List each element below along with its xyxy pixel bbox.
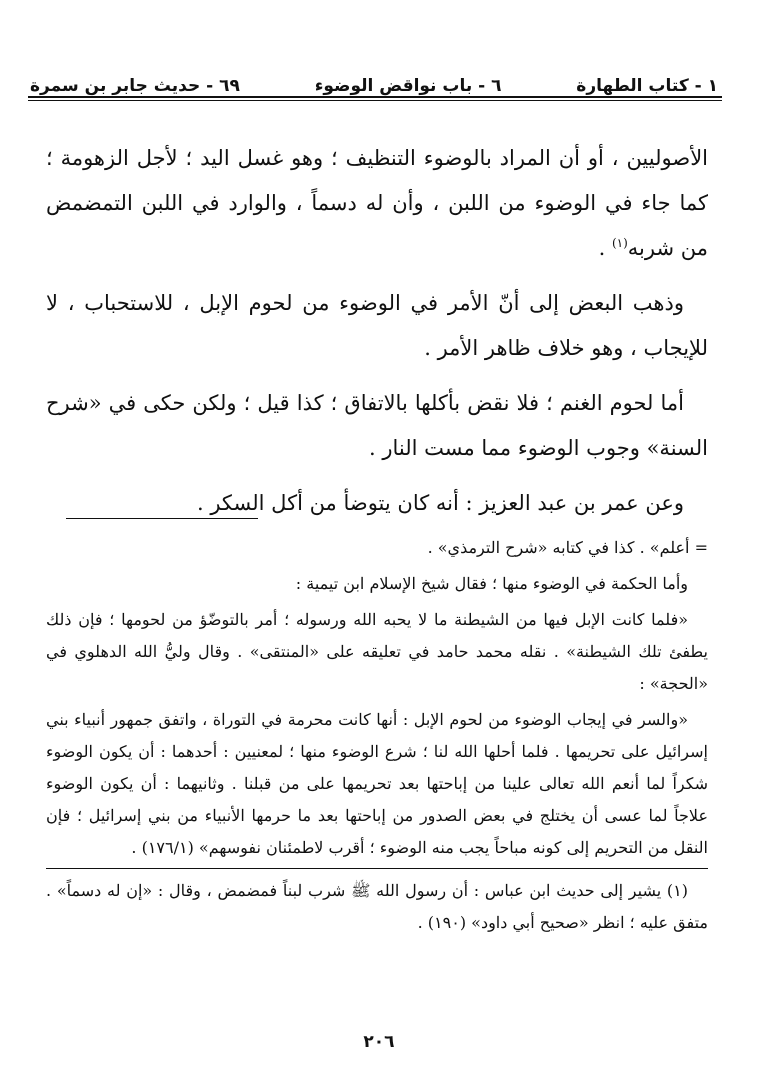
- header-chapter-title: ٦ - باب نواقض الوضوء: [314, 76, 502, 96]
- footnote-separator: [46, 868, 708, 869]
- main-text: [46, 136, 708, 536]
- footnote-continuation: = أعلم» . كذا في كتابه «شرح الترمذي» .: [427, 538, 708, 557]
- footnotes: [46, 532, 708, 943]
- header-book-title: ١ - كتاب الطهارة: [576, 76, 718, 96]
- paragraph-1-end: .: [598, 236, 612, 260]
- header-divider: [28, 96, 722, 98]
- footnote-ref-1[interactable]: (١): [611, 236, 628, 250]
- header-hadith-title: ٦٩ - حديث جابر بن سمرة: [30, 76, 240, 96]
- running-header: [30, 56, 718, 96]
- footnote-para-1: وأما الحكمة في الوضوء منها ؛ فقال شيخ الإسلام ابن تيمية :: [295, 574, 688, 593]
- footnote-divider: [66, 518, 258, 519]
- paragraph-1: [46, 136, 708, 271]
- footnote-para-3: «والسر في إيجاب الوضوء من لحوم الإبل : أنها كانت محرمة في التوراة ، واتفق جمهور أنبياء بني إسرائيل على تحريمها . فلما أحلها الله لنا ؛ شرع الوضوء منها ؛ لمعنيين : أحدهما : أن يكون الوضوء شكراً لما أنعم الله تعالى علينا من إباحتها بعد تحريمها على من قبلنا . وثانيهما : أن يكون الوضوء علاجاً لما عسى أن يختلج في بعض الصدور من إباحتها بعد ما حرمها الأنبياء من بني إسرائيل ؛ فإن النقل من التحريم إلى كونه مباحاً يجب منه الوضوء ؛ أقرب لاطمئنان نفوسهم» (١٧٦/١) .: [46, 710, 708, 857]
- paragraph-4: وعن عمر بن عبد العزيز : أنه كان يتوضأ من أكل السكر .: [196, 491, 684, 515]
- page-number: ٢٠٦: [363, 1032, 395, 1052]
- footnote-para-2: «فلما كانت الإبل فيها من الشيطنة ما لا يحبه الله ورسوله ؛ أمر بالتوضّؤ من لحومها ؛ فإن ذلك يطفئ تلك الشيطنة» . نقله محمد حامد في تعليقه على «المنتقى» . وقال وليُّ الله الدهلوي في «الحجة» :: [46, 610, 708, 693]
- paragraph-3: أما لحوم الغنم ؛ فلا نقض بأكلها بالاتفاق ؛ كذا قيل ؛ ولكن حكى في «شرح السنة» وجوب الوضوء مما مست النار .: [46, 391, 708, 460]
- paragraph-1-text: الأصوليين ، أو أن المراد بالوضوء التنظيف ؛ وهو غسل اليد ؛ لأجل الزهومة ؛ كما جاء في الوضوء من اللبن ، وأن له دسماً ، والوارد في اللبن التمضمض من شربه: [46, 146, 708, 260]
- paragraph-2: وذهب البعض إلى أنّ الأمر في الوضوء من لحوم الإبل ، للاستحباب ، لا للإيجاب ، وهو خلاف ظاهر الأمر .: [46, 291, 708, 360]
- footnote-1: (١) يشير إلى حديث ابن عباس : أن رسول الله ﷺ شرب لبناً فمضمض ، وقال : «إن له دسماً» . متفق عليه ؛ انظر «صحيح أبي داود» (١٩٠) .: [46, 881, 708, 932]
- header-divider-thin: [28, 100, 722, 101]
